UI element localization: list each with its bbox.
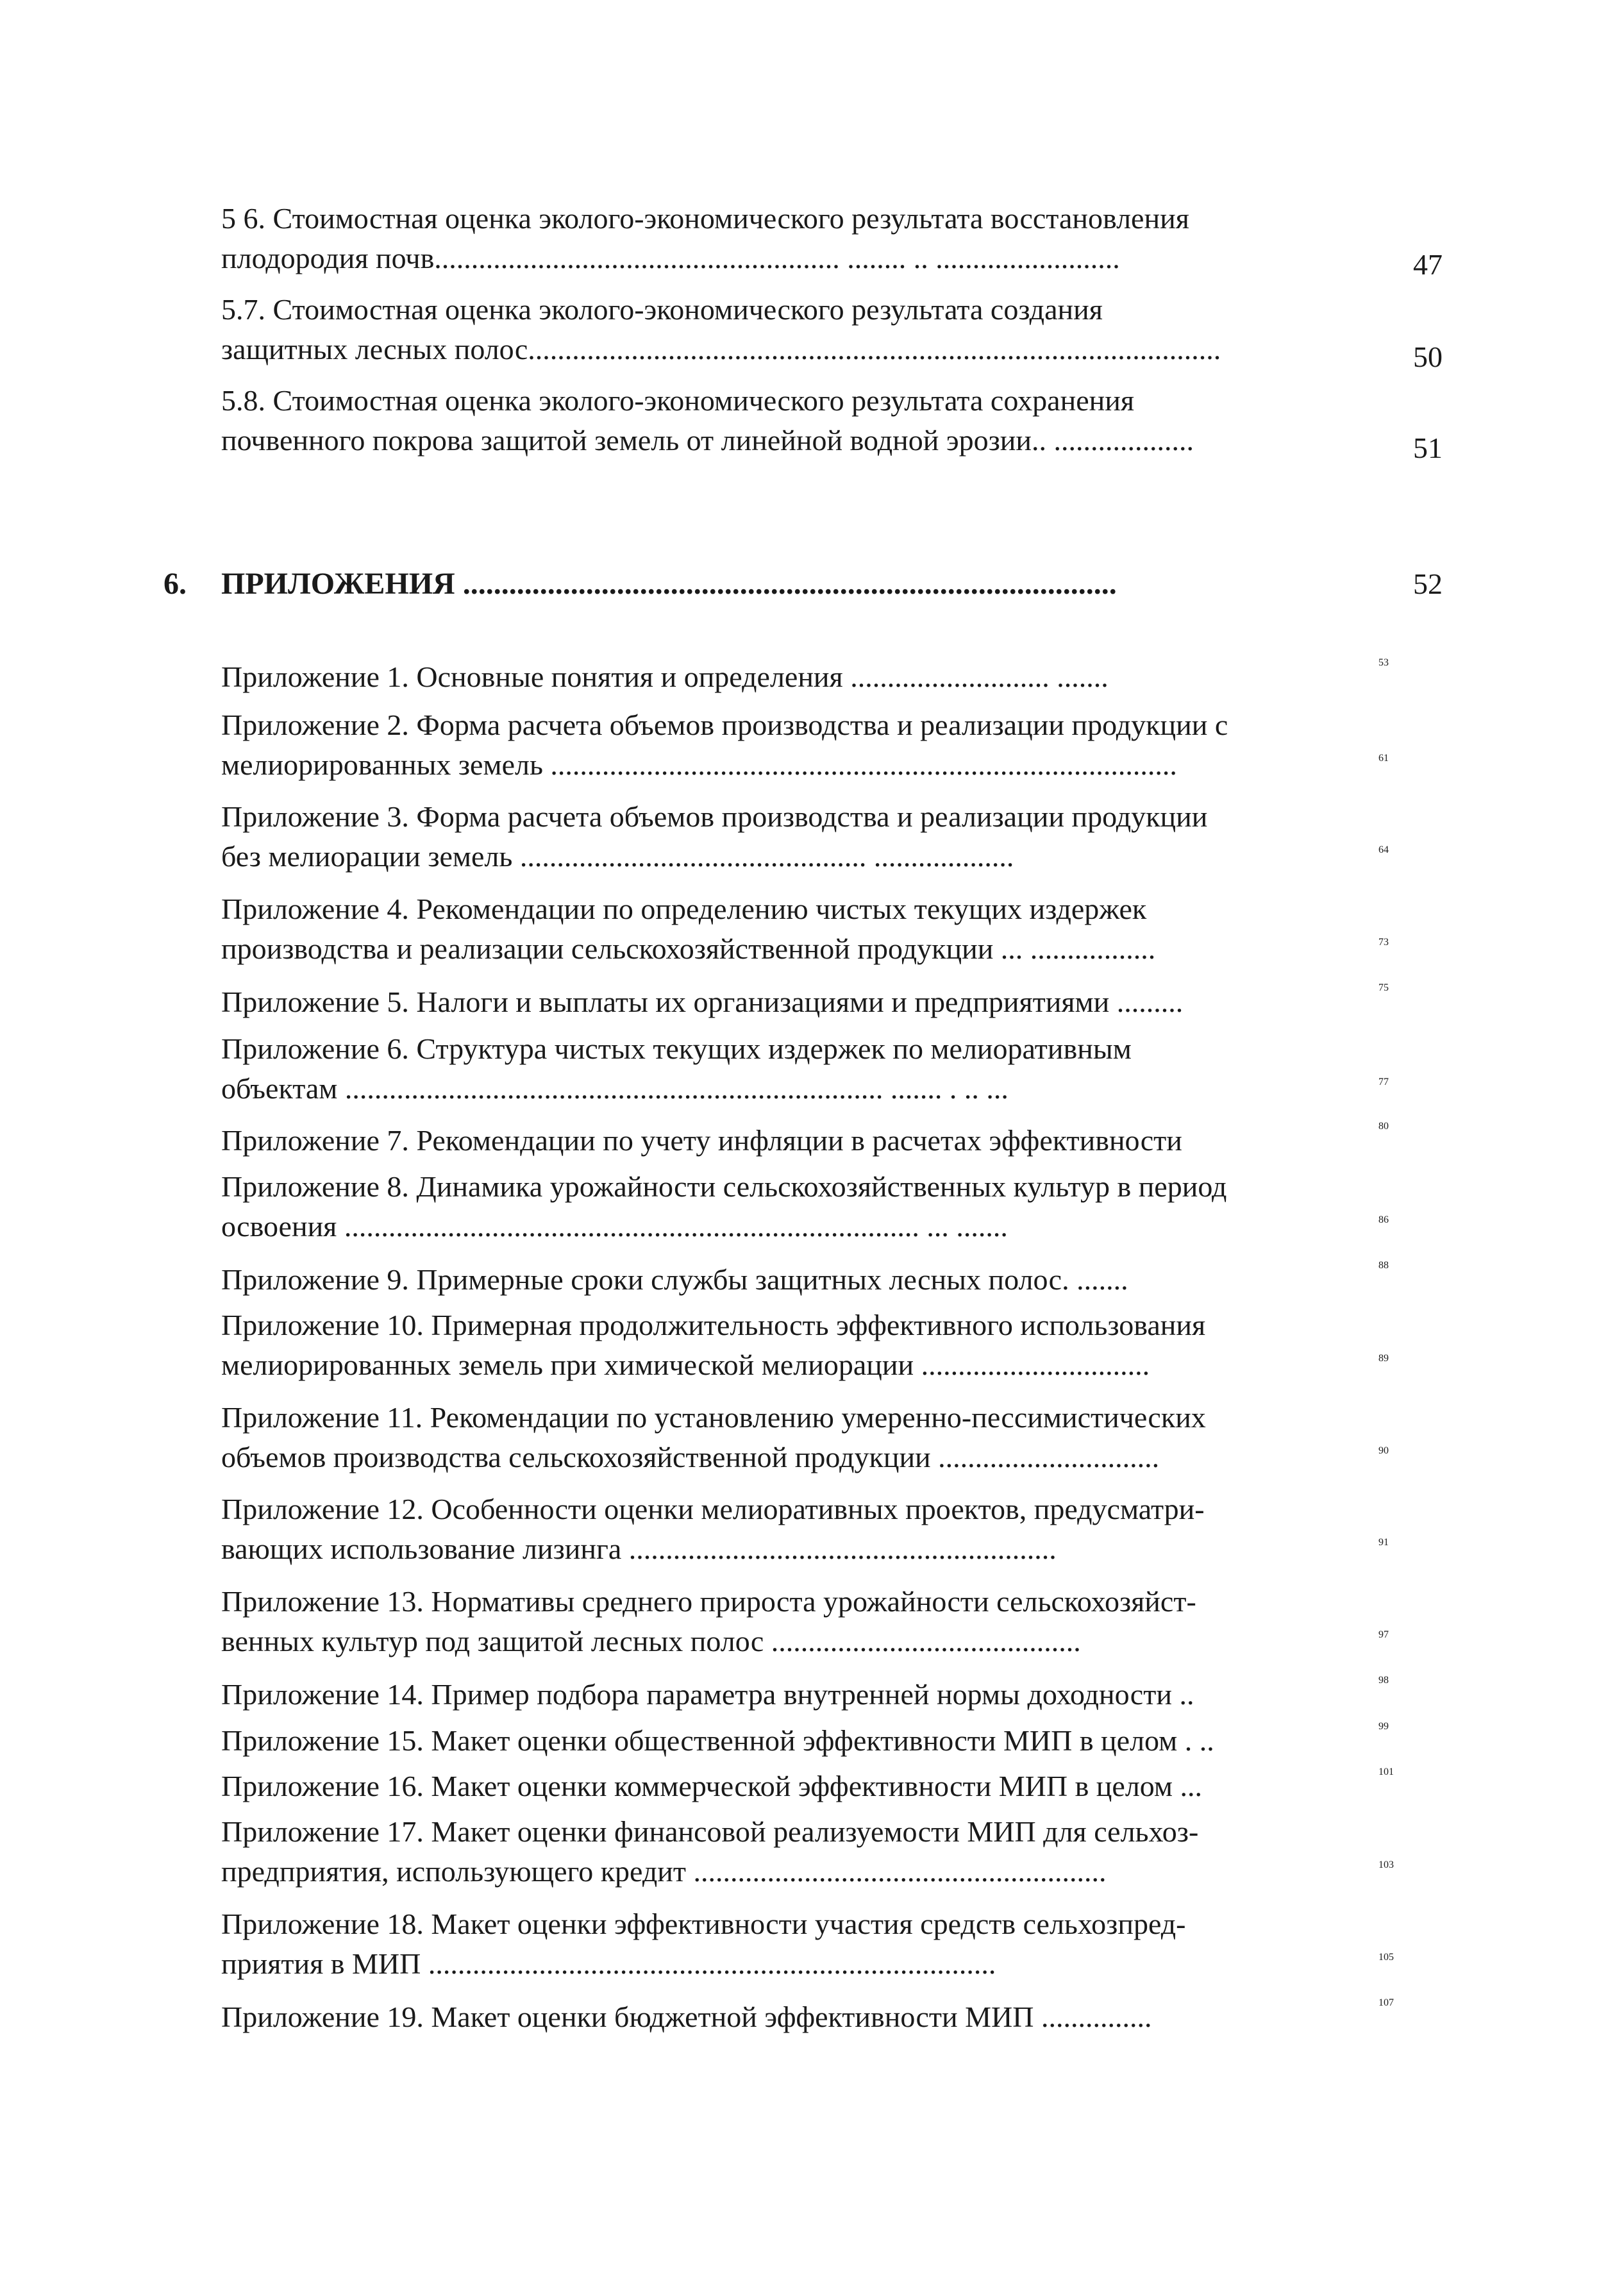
toc-entry-text: Приложение 1. Основные понятия и определения ........................... ....... [221, 660, 1109, 693]
toc-entry-appendix-10 [221, 1305, 1375, 1385]
toc-entry-page: 53 [1378, 657, 1389, 668]
toc-entry-text: Приложение 4. Рекомендации по определению чистых текущих издержек производства и реализации сельскохозяйственной продукции ... ................. [221, 893, 1156, 965]
toc-entry-text: Приложение 18. Макет оценки эффективности участия средств сельхозпред- приятия в МИП ............................................................................. [221, 1908, 1186, 1980]
toc-entry-text: Приложение 16. Макет оценки коммерческой эффективности МИП в целом ... [221, 1770, 1203, 1802]
toc-entry-page: 77 [1378, 1077, 1389, 1087]
toc-entry-page: 61 [1378, 753, 1389, 764]
toc-entry-page: 75 [1378, 982, 1389, 993]
toc-entry-page: 105 [1378, 1952, 1394, 1963]
toc-entry-appendix-6 [221, 1029, 1375, 1109]
toc-entry-page: 73 [1378, 937, 1389, 948]
toc-entry-page: 89 [1378, 1353, 1389, 1364]
toc-entry-page: 80 [1378, 1121, 1389, 1132]
toc-entry-text: 5.8. Стоимостная оценка эколого-экономического результата сохранения почвенного покрова защитой земель от линейной водной эрозии.. ................... [221, 384, 1194, 457]
toc-entry-text: Приложение 14. Пример подбора параметра внутренней нормы доходности .. [221, 1678, 1194, 1711]
toc-entry-appendix-16 [221, 1766, 1375, 1806]
toc-entry-appendix-14 [221, 1675, 1375, 1715]
toc-entry-page: 88 [1378, 1260, 1389, 1271]
toc-entry-page: 51 [1413, 432, 1443, 464]
toc-entry-text: Приложение 12. Особенности оценки мелиоративных проектов, предусматри- вающих использование лизинга .......................................................... [221, 1493, 1205, 1565]
toc-entry-text: Приложение 19. Макет оценки бюджетной эффективности МИП ............... [221, 2000, 1152, 2033]
toc-entry-5-8 [221, 381, 1375, 464]
toc-entry-text: Приложение 11. Рекомендации по установлению умеренно-пессимистических объемов производства сельскохозяйственной продукции .............................. [221, 1401, 1206, 1473]
toc-entry-page: 50 [1413, 340, 1443, 373]
toc-entry-appendix-19 [221, 1997, 1375, 2037]
toc-entry-appendix-8 [221, 1167, 1375, 1246]
toc-entry-text: Приложение 7. Рекомендации по учету инфляции в расчетах эффективности [221, 1124, 1182, 1157]
toc-entry-text: Приложение 10. Примерная продолжительность эффективного использования мелиорированных земель при химической мелиорации ............................... [221, 1309, 1206, 1381]
toc-entry-appendix-2 [221, 705, 1375, 785]
toc-entry-5-7 [221, 290, 1375, 373]
toc-entry-page: 107 [1378, 1997, 1394, 2008]
toc-entry-page: 90 [1378, 1445, 1389, 1456]
toc-entry-text: Приложение 8. Динамика урожайности сельскохозяйственных культур в период освоения .............................................................................. ... ....... [221, 1170, 1227, 1243]
toc-entry-appendix-17 [221, 1812, 1375, 1891]
toc-entry-page: 64 [1378, 844, 1389, 855]
toc-entry-text: Приложение 2. Форма расчета объемов производства и реализации продукции с мелиорированных земель ..................................................................................... [221, 709, 1228, 781]
toc-entry-appendix-9 [221, 1260, 1375, 1300]
toc-entry-page: 97 [1378, 1629, 1389, 1640]
toc-entry-page: 101 [1378, 1766, 1394, 1777]
toc-entry-page: 47 [1413, 248, 1443, 281]
toc-entry-5-6 [221, 199, 1375, 282]
toc-entry-page: 91 [1378, 1537, 1389, 1548]
toc-entry-page: 103 [1378, 1859, 1394, 1870]
section-number: 6. [163, 567, 187, 601]
toc-entry-text: Приложение 13. Нормативы среднего прироста урожайности сельскохозяйст- венных культур под защитой лесных полос .......................................... [221, 1585, 1196, 1657]
toc-entry-page: 86 [1378, 1214, 1389, 1225]
toc-entry-page: 99 [1378, 1721, 1389, 1732]
toc-entry-appendix-15 [221, 1721, 1375, 1761]
toc-entry-appendix-18 [221, 1904, 1375, 1984]
toc-entry-text: Приложение 9. Примерные сроки службы защитных лесных полос. ....... [221, 1263, 1128, 1296]
toc-entry-appendix-3 [221, 797, 1375, 876]
toc-entry-appendix-5 [221, 982, 1375, 1022]
toc-entry-appendix-13 [221, 1582, 1375, 1661]
toc-entry-text: Приложение 17. Макет оценки финансовой реализуемости МИП для сельхоз- предприятия, использующего кредит ........................................................ [221, 1815, 1199, 1888]
toc-entry-appendix-7 [221, 1121, 1375, 1161]
toc-entry-text: Приложение 3. Форма расчета объемов производства и реализации продукции без мелиорации земель ............................................... ................... [221, 800, 1208, 873]
toc-entry-text: Приложение 15. Макет оценки общественной эффективности МИП в целом . .. [221, 1724, 1214, 1757]
section-title: ПРИЛОЖЕНИЯ ..................................................................................... [221, 567, 1117, 601]
toc-entry-appendix-1 [221, 657, 1375, 697]
toc-entry-appendix-11 [221, 1398, 1375, 1477]
toc-entry-text: 5.7. Стоимостная оценка эколого-экономического результата создания защитных лесных полос.............................................................................................. [221, 293, 1221, 365]
toc-entry-text: 5 6. Стоимостная оценка эколого-экономического результата восстановления плодородия почв....................................................... ........ .. ......................... [221, 202, 1189, 274]
toc-entry-page: 98 [1378, 1675, 1389, 1686]
section-page: 52 [1413, 567, 1443, 600]
toc-entry-text: Приложение 6. Структура чистых текущих издержек по мелиоративным объектам ......................................................................... ....... . .. ... [221, 1032, 1132, 1105]
toc-entry-appendix-4 [221, 889, 1375, 969]
toc-entry-appendix-12 [221, 1489, 1375, 1569]
toc-entry-text: Приложение 5. Налоги и выплаты их организациями и предприятиями ......... [221, 986, 1184, 1018]
